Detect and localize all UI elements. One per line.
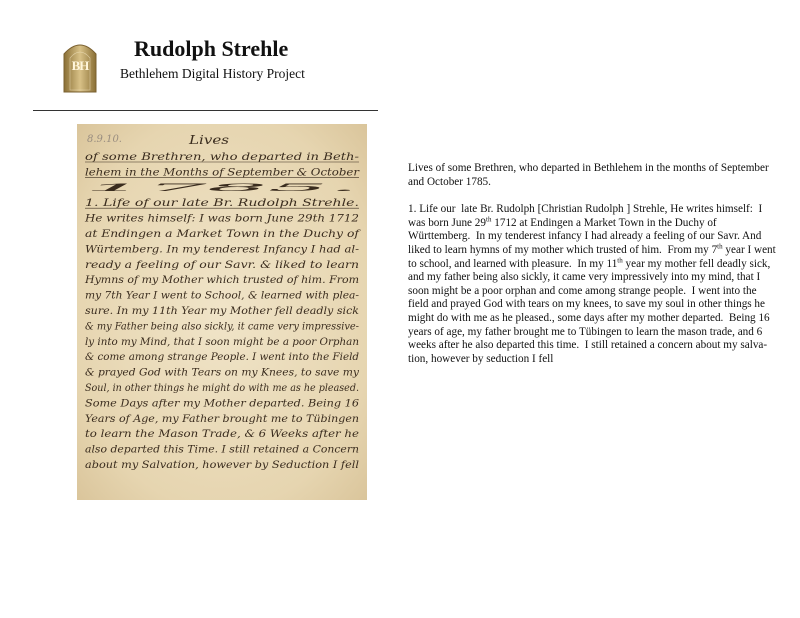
manuscript-line: Soul, in other things he might do with me as he pleased.	[85, 383, 359, 394]
manuscript-line: Years of Age, my Father brought me to Tübingen	[85, 413, 359, 425]
manuscript-line: about my Salvation, however by Seduction I fell	[85, 460, 359, 471]
manuscript-line: 1. Life of our late Br. Rudolph Strehle.	[85, 198, 359, 210]
manuscript-line: of some Brethren, who departed in Beth-	[85, 152, 360, 163]
project-subtitle: Bethlehem Digital History Project	[120, 66, 305, 81]
manuscript-line: 1785.	[85, 182, 359, 194]
manuscript-line: Hymns of my Mother which trusted of him. From	[83, 275, 359, 287]
manuscript-line: Lives	[187, 133, 229, 147]
manuscript-line: ly into my Mind, that I soon might be a poor Orphan	[85, 336, 359, 348]
manuscript-line: ready a feeling of our Savr. & liked to learn	[85, 259, 359, 271]
transcription	[408, 162, 778, 366]
manuscript-line: & my Father being also sickly, it came very impressive-	[85, 321, 360, 333]
manuscript-line: Würtemberg. In my tenderest Infancy I had al-	[85, 244, 360, 256]
bethlehem-logo-icon	[60, 36, 100, 96]
manuscript-line: lehem in the Months of September & October	[85, 167, 361, 179]
manuscript-line: also departed this Time. I still retained a Concern	[85, 444, 359, 456]
manuscript-line: to learn the Mason Trade, & 6 Weeks after he	[85, 429, 360, 441]
manuscript-line: Some Days after my Mother departed. Being 16	[85, 398, 360, 410]
transcript-heading: Lives of some Brethren, who departed in Bethlehem in the months of September and October 1785.	[408, 162, 769, 188]
logo-letters: BH	[71, 58, 89, 73]
manuscript-line: He writes himself: I was born June 29th 1712	[83, 213, 359, 225]
folio-mark: 8.9.10.	[87, 134, 122, 145]
transcript-body: 1. Life our late Br. Rudolph [Christian Rudolph ] Strehle, He writes himself: I was born June 29th 1712 at Endingen a Market Town in the Duchy of Württemberg. In my tenderest infancy I had already a feeling of our Savr. And liked to learn hymns of my mother which trusted of him. From my 7th year I went to school, and learned with pleasure. In my 11th year my mother fell deadly sick, and my father being also sickly, it came very impressively into my mind, that I soon might be a poor orphan and come among strange people. I went into the field and prayed God with tears on my knees, to save my soul in other things he might do with me as he pleased., some days after my mother departed. Being 16 years of age, my father brought me to Tübingen to learn the mason trade, and 6 weeks after he also departed this time. I still retained a concern about my salva-tion, however by seduction I fell	[408, 203, 776, 365]
manuscript-line: & come among strange People. I went into the Field	[85, 352, 359, 364]
manuscript-line: my 7th Year I went to School, & learned with plea-	[85, 290, 360, 302]
manuscript-page	[77, 124, 367, 500]
manuscript-image	[77, 124, 367, 500]
header-divider	[33, 110, 378, 111]
manuscript-line: & prayed God with Tears on my Knees, to save my	[85, 367, 360, 379]
manuscript-line: at Endingen a Market Town in the Duchy of	[85, 229, 362, 240]
manuscript-line: sure. In my 11th Year my Mother fell deadly sick	[85, 306, 359, 317]
page-title: Rudolph Strehle	[134, 36, 289, 61]
